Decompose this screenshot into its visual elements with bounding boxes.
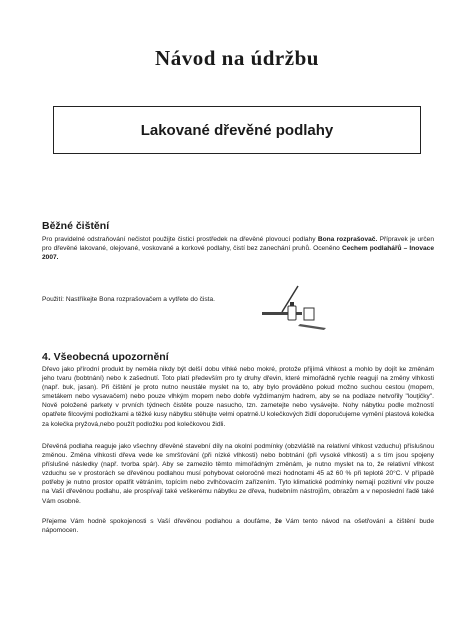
- usage-caption: Použití: Nastříkejte Bona rozprašovačem a vytřete do čista.: [42, 296, 215, 303]
- closing-text-a: Přejeme Vám hodně spokojenosti s Vaší dřevěnou podlahou a doufáme,: [42, 518, 275, 525]
- refill-bottle-icon: [304, 308, 314, 320]
- general-notes-paragraph-2: Dřevěná podlaha reaguje jako všechny dřevěné stavební díly na okolní podmínky (obzvláště na relativní vlhkost vzduchu) příslušnou změnou. Změna vlhkosti dřeva vede ke smršťování (při nízké vlhkosti) nebo bobtnání (při vysoké vlhkosti) a s tím jsou spojeny příslušné následky (např. tvorba spár). Aby se zamezilo těmto mimořádným změnám, je nutno myslet na to, že relativní vlhkost vzduchu se v prostorách se dřevěnou podlahou musí pohybovat celoročně mezi hodnotami 45 až 60 % při teplotě 20°C. V případě potřeby je nutno prostor opatřit větráním, topícím nebo zvlhčovacím zařízením. Tyto klimatické podmínky nemají pozitivní vliv pouze na Vaší dřevěnou podlahu, ale prospívají také veškerému nábytku ze dřeva, hudebním nástrojům, obrazům a v neposlední řadě také Vám osobně.: [42, 443, 434, 505]
- general-notes-paragraph-1: Dřevo jako přírodní produkt by neměla nikdy být delší dobu vlhké nebo mokré, protože přijímá vlhkost a mohlo by dojít ke změnám jeho tvaru (bobtnání) nebo k zašednutí. Toto platí především pro ty druhy dřevin, které mimořádně rychle reagují na změny vlhkosti (např. buk, jasan). Při čištění je proto nutno neustále myslet na to, aby bylo prováděno pokud možno suchou cestou (mopem, smetákem nebo vysavačem) nebo pouze vlhkým mopem nebo dobře vyždímaným hadrem, aby se na podlaze netvořily "louţičky". Nově položené parkety v prvních týdnech čistěte pouze nasucho, tzn. zametejte nebo vysávejte. Nohy nábytku podle možností opatřete filcovými podložkami a těžké kusy nábytku stěhujte velmi opatrně.U kolečkových židlí doporučujeme vymění plastová kolečka za kolečka pryžová,nebo použít podložku pod kolečkovou židli.: [42, 366, 434, 428]
- closing-paragraph: [42, 517, 434, 535]
- closing-bold-word: že: [274, 518, 282, 525]
- closing-text-b: Vám tento návod na ošetřování a čištění bude nápomocen.: [42, 518, 434, 535]
- document-title: Návod na údržbu: [155, 46, 319, 70]
- product-name: Bona rozprašovač.: [317, 236, 378, 243]
- section-heading-general-notes: 4. Všeobecná upozornění: [42, 351, 169, 363]
- section-heading-cleaning: Běžné čištění: [42, 220, 110, 232]
- spray-bottle-icon: [288, 306, 296, 320]
- subtitle-box: [53, 106, 421, 154]
- mop-and-spray-illustration: [258, 282, 330, 334]
- cleaning-text-a: Pro pravidelné odstraňování nečistot použijte čisticí prostředek na dřevěné plovoucí podlahy: [42, 236, 318, 243]
- award-text: Cechem podlahářů – Inovace 2007.: [42, 245, 434, 262]
- subtitle-text: Lakované dřevěné podlahy: [140, 121, 334, 139]
- floor-strip-icon: [298, 324, 326, 330]
- cleaning-paragraph: [42, 235, 434, 262]
- cleaning-text-b: Přípravek je určen pro dřevěné lakované, olejované, voskované a korkové podlahy, čistí bez zanechání pruhů. Oceněno: [42, 236, 434, 253]
